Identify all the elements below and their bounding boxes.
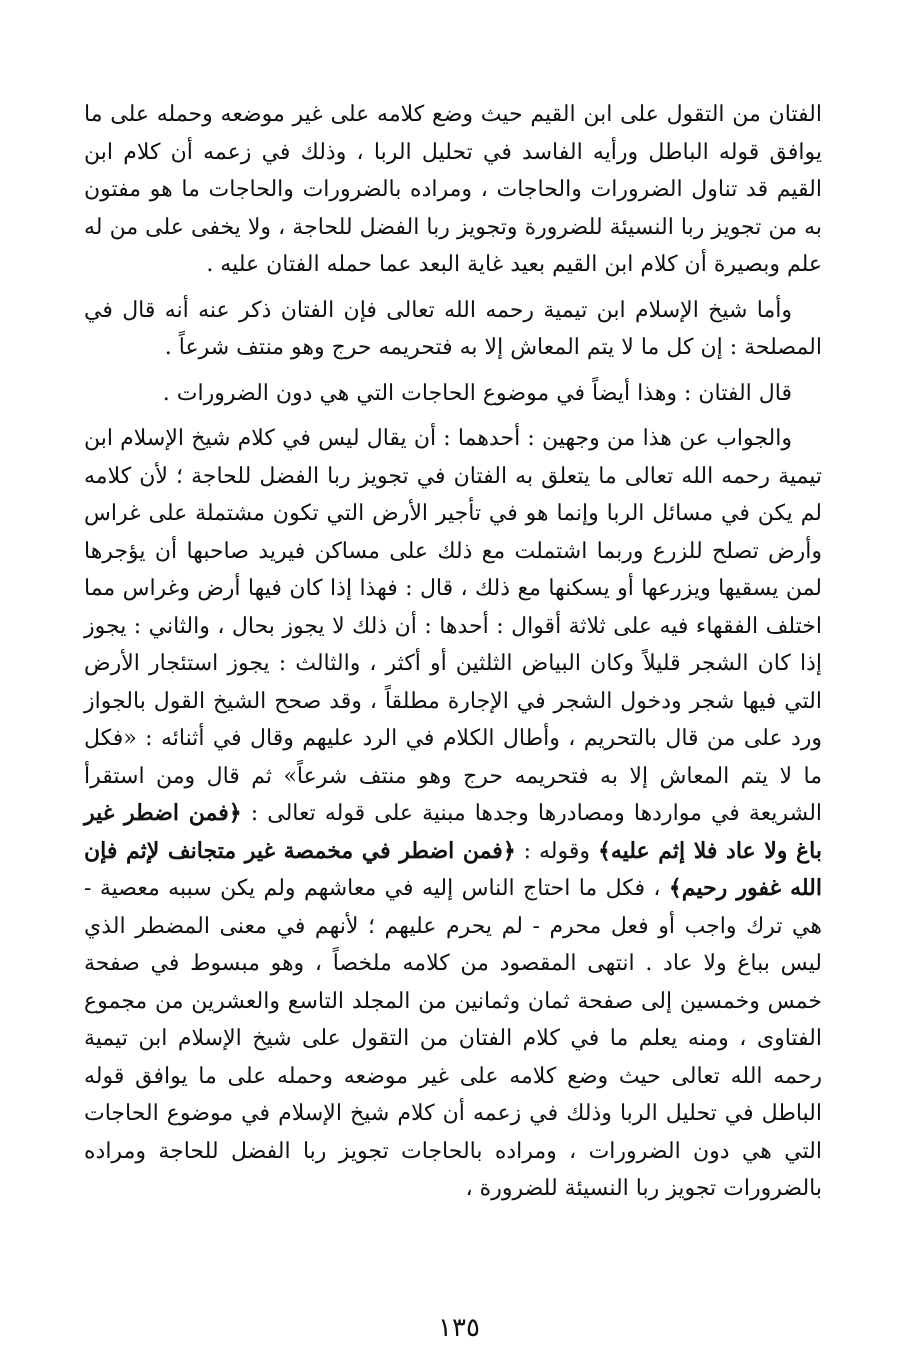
- paragraph-4-text-b: وقوله :: [515, 838, 598, 864]
- quran-verse-1: ﴿فمن اضطر غير باغ ولا عاد فلا إثم عليه﴾: [84, 800, 822, 864]
- paragraph-4: [84, 420, 822, 1208]
- quran-verse-2: ﴿فمن اضطر في مخمصة غير متجانف لإثم فإن الله غفور رحيم﴾: [84, 837, 822, 901]
- paragraph-2: وأما شيخ الإسلام ابن تيمية رحمه الله تعالى فإن الفتان ذكر عنه أنه قال في المصلحة : إن كل ما لا يتم المعاش إلا به فتحريمه حرج وهو منتف شرعاً .: [84, 297, 822, 360]
- paragraph-3: قال الفتان : وهذا أيضاً في موضوع الحاجات التي هي دون الضرورات .: [162, 380, 792, 406]
- page-number: ١٣٥: [438, 1313, 480, 1343]
- paragraph-1: الفتان من التقول على ابن القيم حيث وضع كلامه على غير موضعه وحمله على ما يوافق قوله الباطل ورأيه الفاسد في تحليل الربا ، وذلك في زعمه أن كلام ابن القيم قد تناول الضرورات والحاجات ، ومراده بالضرورات والحاجات ما هو مفتون به من تجويز ربا النسيئة للضرورة وتجويز ربا الفضل للحاجة ، ولا يخفى على من له علم وبصيرة أن كلام ابن القيم بعيد غاية البعد عما حمله الفتان عليه .: [84, 102, 822, 277]
- paragraph-4-text-c: ، فكل ما احتاج الناس إليه في معاشهم ولم يكن سببه معصية - هي ترك واجب أو فعل محرم - لم يحرم عليهم ؛ لأنهم في معنى المضطر الذي ليس بباغ ولا عاد . انتهى المقصود من كلامه ملخصاً ، وهو مبسوط في صفحة خمس وخمسين إلى صفحة ثمان وثمانين من المجلد التاسع والعشرين من مجموع الفتاوى ، ومنه يعلم ما في كلام الفتان من التقول على شيخ الإسلام ابن تيمية رحمه الله تعالى حيث وضع كلامه على غير موضعه وحمله على ما يوافق قوله الباطل في تحليل الربا وذلك في زعمه أن كلام شيخ الإسلام في موضوع الحاجات التي هي دون الضرورات ، ومراده بالحاجات تجويز ربا الفضل للحاجة ومراده بالضرورات تجويز ربا النسيئة للضرورة ،: [84, 876, 823, 1201]
- paragraph-4-text-a: والجواب عن هذا من وجهين : أحدهما : أن يقال ليس في كلام شيخ الإسلام ابن تيمية رحمه الله تعالى ما يتعلق به الفتان في تجويز ربا الفضل للحاجة ؛ لأن كلامه لم يكن في مسائل الربا وإنما هو في تأجير الأرض التي تكون مشتملة على غراس وأرض تصلح للزرع وربما اشتملت مع ذلك على مساكن فيريد صاحبها أن يؤجرها لمن يسقيها ويزرعها أو يسكنها مع ذلك ، قال : فهذا إذا كان فيها أرض وغراس مما اختلف الفقهاء فيه على ثلاثة أقوال : أحدها : أن ذلك لا يجوز بحال ، والثاني : يجوز إذا كان الشجر قليلاً وكان البياض الثلثين أو أكثر ، والثالث : يجوز استئجار الأرض التي فيها شجر ودخول الشجر في الإجارة مطلقاً ، وقد صحح الشيخ القول بالجواز ورد على من قال بالتحريم ، وأطال الكلام في الرد عليهم وقال في أثنائه : «فكل ما لا يتم المعاش إلا به فتحريمه حرج وهو منتف شرعاً» ثم قال ومن استقرأ الشريعة في مواردها ومصادرها وجدها مبنية على قوله تعالى :: [84, 426, 823, 826]
- body-text: [84, 96, 822, 1216]
